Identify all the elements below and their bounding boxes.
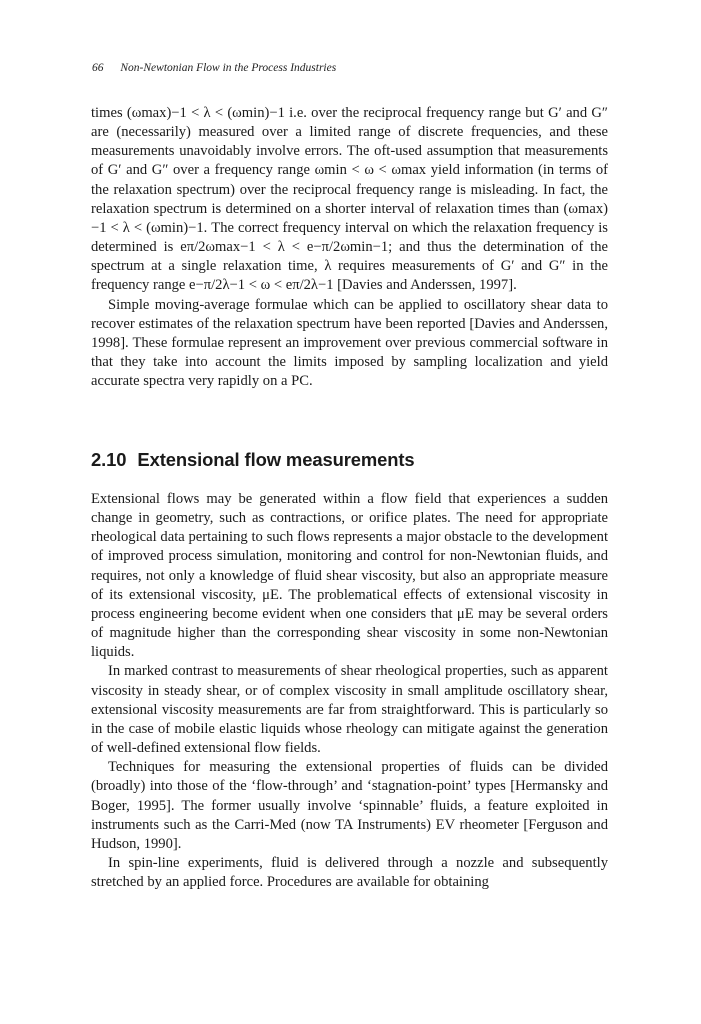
running-header [92, 62, 336, 74]
paragraph: In marked contrast to measurements of shear rheological properties, such as apparent viscosity in steady shear, or of complex viscosity in small amplitude oscillatory shear, extensional viscosity measurements are far from straightforward. This is particularly so in the case of mobile elastic liquids whose rheology can mitigate against the generation of well-defined extensional flow fields. [91, 663, 608, 757]
section-heading [91, 449, 415, 471]
text-block-before-section [91, 104, 608, 391]
text-block-section-body [91, 490, 608, 892]
paragraph: Extensional flows may be generated within a flow field that experiences a sudden change in geometry, such as contractions, or orifice plates. The need for appropriate rheological data pertaining to such flows represents a major obstacle to the development of improved process simulation, monitoring and control for non-Newtonian fluids, and requires, not only a knowledge of fluid shear viscosity, but also an appropriate measure of its extensional viscosity, μE. The problematical effects of extensional viscosity in process engineering become evident when one considers that μE may be several orders of magnitude higher than the corresponding shear viscosity in some non-Newtonian liquids. [91, 491, 608, 661]
paragraph: times (ωmax)−1 < λ < (ωmin)−1 i.e. over the reciprocal frequency range but G′ and G″ are (necessarily) measured over a limited range of discrete frequencies, and these measurements unavoidably involve errors. The oft-used assumption that measurements of G′ and G″ over a frequency range ωmin < ω < ωmax yield information (in terms of the relaxation spectrum) over the reciprocal frequency range is misleading. In fact, the relaxation spectrum is determined on a shorter interval of relaxation times than (ωmax)−1 < λ < (ωmin)−1. The correct frequency interval on which the relaxation frequency is determined is eπ/2ωmax−1 < λ < e−π/2ωmin−1; and thus the determination of the spectrum at a single relaxation time, λ requires measurements of G′ and G″ in the frequency range e−π/2λ−1 < ω < eπ/2λ−1 [Davies and Anderssen, 1997]. [91, 105, 608, 294]
paragraph: Techniques for measuring the extensional properties of fluids can be divided (broadly) into those of the ‘flow-through’ and ‘stagnation-point’ types [Hermansky and Boger, 1995]. The former usually involve ‘spinnable’ fluids, a feature exploited in instruments such as the Carri-Med (now TA Instruments) EV rheometer [Ferguson and Hudson, 1990]. [91, 759, 608, 852]
paragraph: Simple moving-average formulae which can be applied to oscillatory shear data to recover estimates of the relaxation spectrum have been reported [Davies and Anderssen, 1998]. These formulae represent an improvement over previous commercial software in that they take into account the limits imposed by sampling localization and yield accurate spectra very rapidly on a PC. [91, 296, 608, 390]
page-number: 66 [92, 62, 104, 74]
running-title: Non-Newtonian Flow in the Process Industries [120, 62, 337, 74]
paragraph: In spin-line experiments, fluid is delivered through a nozzle and subsequently stretched by an applied force. Procedures are available for obtaining [91, 854, 608, 891]
section-number: 2.10 [91, 449, 127, 470]
section-title: Extensional flow measurements [137, 449, 415, 470]
